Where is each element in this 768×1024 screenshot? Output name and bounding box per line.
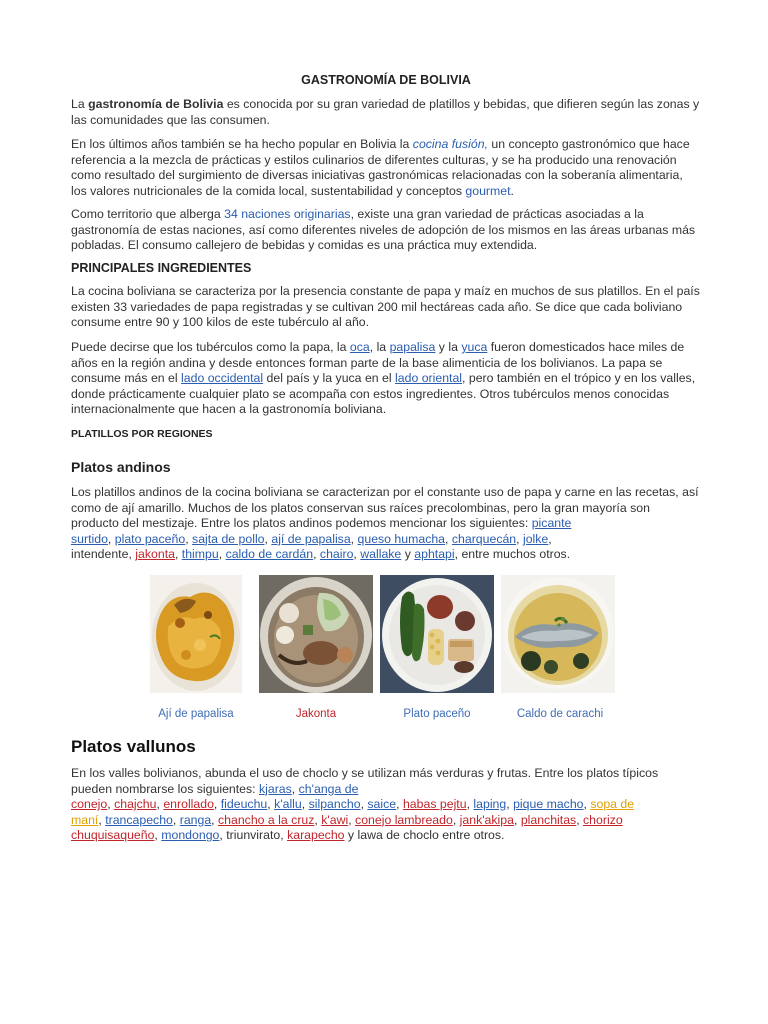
link-aji-de-papalisa[interactable]: ají de papalisa bbox=[271, 531, 351, 546]
link-picante[interactable]: picante bbox=[531, 516, 572, 531]
link-aphtapi[interactable]: aphtapi bbox=[414, 547, 455, 562]
text: fueron domesticados hace miles de años en la región andina y desde entonces forman parte de la base alimenticia de los bolivianos. La papa se consume más en el bbox=[71, 340, 685, 386]
text: y la bbox=[435, 340, 462, 354]
link-papalisa[interactable]: papalisa bbox=[389, 340, 436, 354]
text: La bbox=[71, 97, 89, 111]
text: y lawa de choclo entre otros. bbox=[344, 828, 505, 843]
caption-jakonta: Jakonta bbox=[295, 708, 337, 720]
text: , pero también en el trópico y en los valles, donde prácticamente cualquier plato se acompaña con estos ingredientes. Otros tubérculos menos conocidas internacionalmente que hacen a la gastronomía boliviana. bbox=[71, 371, 696, 417]
link-laping[interactable]: laping bbox=[473, 797, 507, 812]
link-habas-pejtu[interactable]: habas pejtu bbox=[402, 797, 467, 812]
link-conejo-lambreado[interactable]: conejo lambreado bbox=[355, 812, 453, 827]
link-thimpu[interactable]: thimpu bbox=[181, 547, 219, 562]
text: un concepto gastronómico que hace referencia a la mezcla de prácticas y estilos culinarios de diferentes culturas, y se ha producido una renovación como resultado del surgimiento de diversas iniciativas gastronómicas relacionadas con la soberanía alimentaria, los valores nutricionales de la comida local, sustentabilidad y conceptos bbox=[71, 137, 690, 198]
link-queso-humacha[interactable]: queso humacha bbox=[357, 531, 446, 546]
link-pique-macho[interactable]: pique macho bbox=[513, 797, 584, 812]
heading-principales-ingredientes: PRINCIPALES INGREDIENTES bbox=[71, 261, 252, 275]
link-jakonta[interactable]: jakonta bbox=[135, 547, 175, 562]
caption-plato-paceno: Plato paceño bbox=[403, 708, 471, 720]
link-enrollado[interactable]: enrollado bbox=[163, 797, 214, 812]
link-karapecho[interactable]: karapecho bbox=[287, 828, 345, 843]
intro-paragraph-2 bbox=[71, 137, 701, 199]
text: En los últimos años también se ha hecho popular en Bolivia la bbox=[71, 137, 413, 151]
link-kawi[interactable]: k'awi bbox=[321, 812, 349, 827]
link-changa-de-conejo[interactable]: ch'anga de bbox=[298, 781, 359, 796]
link-sopa-de-mani[interactable]: sopa de bbox=[590, 797, 635, 812]
link-kallu[interactable]: k'allu bbox=[274, 797, 302, 812]
text: . bbox=[510, 183, 514, 198]
intro-paragraph-1 bbox=[71, 97, 701, 128]
link-naciones-originarias[interactable]: 34 naciones originarias bbox=[224, 207, 351, 221]
image-caldo-de-carachi bbox=[501, 575, 615, 693]
link-gourmet[interactable]: gourmet bbox=[465, 183, 511, 198]
caption-caldo-de-carachi: Caldo de carachi bbox=[516, 708, 604, 720]
ingredients-paragraph-1: La cocina boliviana se caracteriza por la presencia constante de papa y maíz en muchos de sus platillos. En el país existen 33 variedades de papa registradas y se cultivan 200 mil hectáreas cada año. Se dice que cada boliviano consume entre 90 y 100 kilos de este tubérculo al año. bbox=[71, 284, 700, 330]
link-cocina-fusion[interactable]: cocina fusión, bbox=[412, 137, 488, 151]
text: , existe una gran variedad de prácticas asociadas a la gastronomía de estas naciones, así como diferentes niveles de adopción de los mismos en las áreas urbanas más pobladas. El consumo callejero de bebidas y comidas es una práctica muy extendida. bbox=[71, 207, 696, 253]
link-caldo-de-cardan[interactable]: caldo de cardán bbox=[225, 547, 314, 562]
text: En los valles bolivianos, abunda el uso de choclo y se utilizan más verduras y frutas. Entre los platos típicos pueden nombrarse los siguientes: bbox=[71, 766, 659, 796]
text: , la bbox=[369, 340, 390, 354]
link-chorizo-chuquisaqueno-2[interactable]: chuquisaqueño bbox=[71, 828, 155, 843]
bold-term: gastronomía de Bolivia bbox=[88, 97, 224, 111]
heading-platillos-por-regiones: PLATILLOS POR REGIONES bbox=[71, 428, 213, 440]
link-fideuchu[interactable]: fideuchu bbox=[220, 797, 268, 812]
link-sopa-mani-2[interactable]: maní bbox=[71, 812, 99, 827]
link-saice[interactable]: saice bbox=[367, 797, 397, 812]
link-lado-oriental[interactable]: lado oriental bbox=[395, 371, 463, 386]
text: Puede decirse que los tubérculos como la papa, la bbox=[71, 340, 350, 354]
link-chajchu[interactable]: chajchu bbox=[114, 797, 157, 812]
link-yuca[interactable]: yuca bbox=[461, 340, 488, 354]
link-surtido[interactable]: surtido bbox=[71, 531, 108, 546]
text: es conocida por su gran variedad de platillos y bebidas, que difieren según las zonas y las comunidades que las consumen. bbox=[71, 97, 700, 127]
link-trancapecho[interactable]: trancapecho bbox=[105, 812, 173, 827]
link-wallake[interactable]: wallake bbox=[360, 547, 402, 562]
link-mondongo[interactable]: mondongo bbox=[161, 828, 220, 843]
link-planchitas[interactable]: planchitas bbox=[520, 812, 577, 827]
andinos-paragraph: Los platillos andinos de la cocina boliviana se caracterizan por el constante uso de papa y carne en las recetas, así como de ají amarillo. Muchos de los platos conservan sus raíces precolombinas, pero la gran mayoría son producto del mestizaje. Entre los platos andinos podemos mencionar los siguientes: picante surtido, plato paceño, sajta de pollo, ají de papalisa, queso humacha, charquecán, jolke, intendente, jakonta, thimpu, caldo de cardán, chairo, wallake y aphtapi, entre muchos otros. bbox=[71, 485, 699, 562]
heading-platos-andinos: Platos andinos bbox=[71, 459, 171, 475]
link-changa-conejo-2[interactable]: conejo bbox=[71, 797, 108, 812]
caption-aji-de-papalisa: Ají de papalisa bbox=[158, 708, 234, 720]
link-chairo[interactable]: chairo bbox=[319, 547, 354, 562]
vallunos-paragraph: En los valles bolivianos, abunda el uso de choclo y se utilizan más verduras y frutas. Entre los platos típicos pueden nombrarse los siguientes: kjaras, ch'anga de conejo, chajchu, enrollado, fideuchu, k'allu, silpancho, saice, habas pejtu, laping, pique macho, sopa de maní, trancapecho, ranga, chancho a la cruz, k'awi, conejo lambreado, jank'akipa, planchitas, chorizo chuquisaqueño, mondongo, triunvirato, karapecho y lawa de choclo entre otros. bbox=[71, 766, 659, 843]
image-aji-de-papalisa bbox=[150, 575, 242, 693]
text: Los platillos andinos de la cocina boliviana se caracterizan por el constante uso de papa y carne en las recetas, así como de ají amarillo. Muchos de los platos conservan sus raíces precolombinas, pero la gran mayoría son producto del mestizaje. Entre los platos andinos podemos mencionar los siguientes: bbox=[71, 485, 699, 531]
link-oca[interactable]: oca bbox=[349, 340, 370, 354]
link-silpancho[interactable]: silpancho bbox=[308, 797, 361, 812]
link-ranga[interactable]: ranga bbox=[179, 812, 212, 827]
text: Como territorio que alberga bbox=[71, 207, 225, 221]
image-plato-paceno bbox=[380, 575, 494, 693]
image-jakonta bbox=[259, 575, 373, 693]
text: del país y la yuca en el bbox=[263, 371, 396, 386]
text: , entre muchos otros. bbox=[454, 547, 571, 562]
link-plato-paceno[interactable]: plato paceño bbox=[114, 531, 186, 546]
ingredients-paragraph-2 bbox=[71, 340, 701, 418]
link-kjaras[interactable]: kjaras bbox=[258, 781, 292, 796]
intro-paragraph-3 bbox=[71, 207, 701, 254]
link-lado-occidental[interactable]: lado occidental bbox=[181, 371, 264, 386]
link-jolke[interactable]: jolke bbox=[522, 531, 549, 546]
heading-platos-vallunos: Platos vallunos bbox=[71, 737, 196, 756]
text-intendente: intendente bbox=[71, 547, 129, 562]
link-jankakipa[interactable]: jank'akipa bbox=[459, 812, 514, 827]
link-chorizo-chuquisaqueno[interactable]: chorizo bbox=[583, 812, 623, 827]
link-chancho-a-la-cruz[interactable]: chancho a la cruz bbox=[218, 812, 315, 827]
link-sajta-de-pollo[interactable]: sajta de pollo bbox=[192, 531, 265, 546]
text-triunvirato: triunvirato bbox=[226, 828, 281, 843]
dish-gallery bbox=[71, 575, 701, 725]
link-charquecan[interactable]: charquecán bbox=[451, 531, 517, 546]
page-title: GASTRONOMÍA DE BOLIVIA bbox=[301, 73, 471, 87]
